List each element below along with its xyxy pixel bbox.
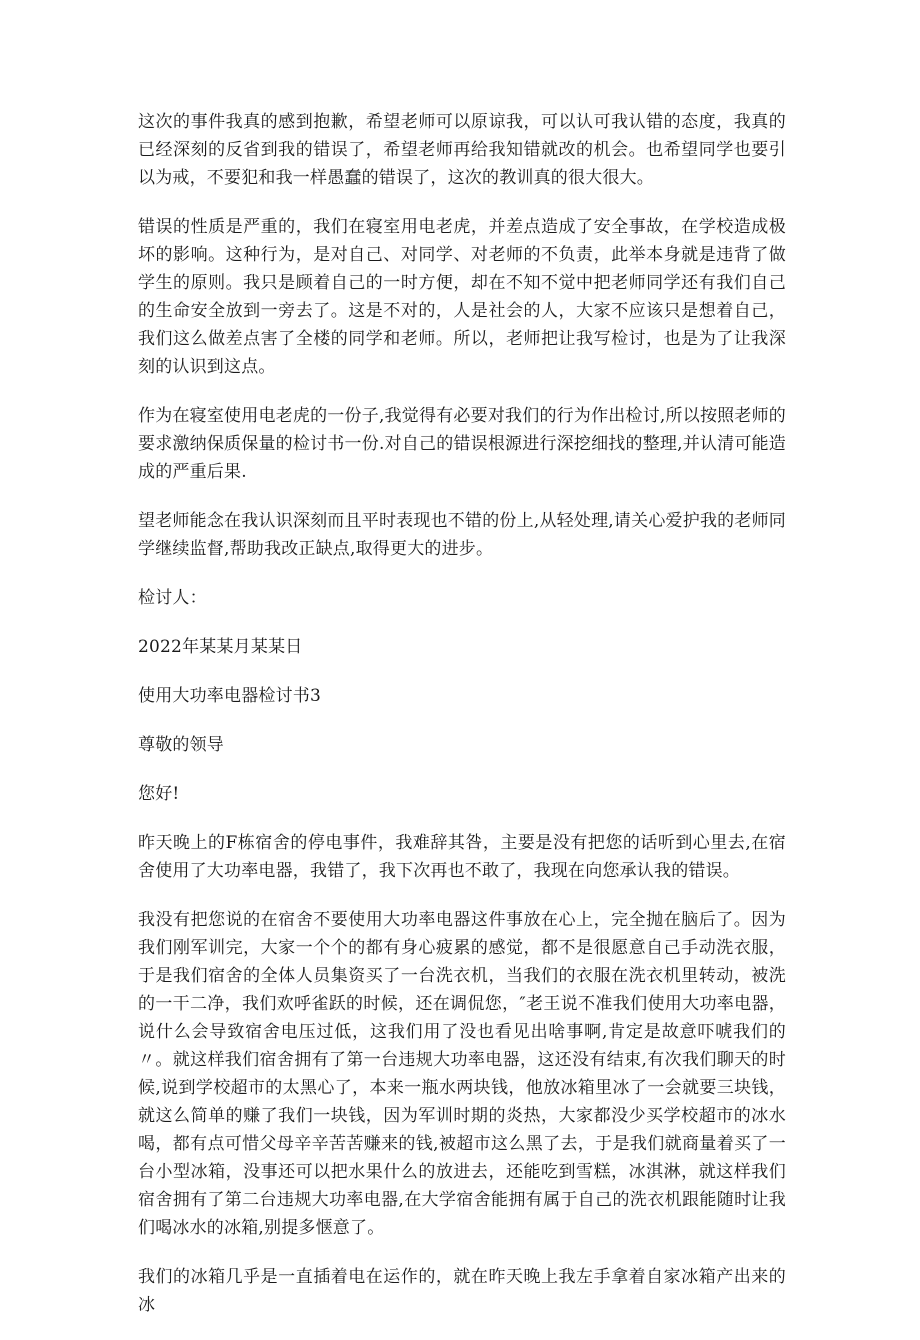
paragraph-appliances-story: 我没有把您说的在宿舍不要使用大功率电器这件事放在心上，完全抛在脑后了。因为我们刚军训完，大家一个个的都有身心疲累的感觉，都不是很愿意自己手动洗衣服，于是我们宿舍的全体人员集资买了一台洗衣机，当我们的衣服在洗衣机里转动，被洗的一干二净，我们欢呼雀跃的时候，还在调侃您，″老王说不准我们使用大功率电器，说什么会导致宿舍电压过低，这我们用了没也看见出啥事啊,肯定是故意吓唬我们的〃。就这样我们宿舍拥有了第一台违规大功率电器，这还没有结束,有次我们聊天的时候,说到学校超市的太黑心了，本来一瓶水两块钱，他放冰箱里冰了一会就要三块钱，就这么简单的赚了我们一块钱，因为军训时期的炎热，大家都没少买学校超市的冰水喝，都有点可惜父母辛辛苦苦赚来的钱,被超市这么黑了去，于是我们就商量着买了一台小型冰箱，没事还可以把水果什么的放进去，还能吃到雪糕，冰淇淋，就这样我们宿舍拥有了第二台违规大功率电器,在大学宿舍能拥有属于自己的洗衣机跟能随时让我们喝冰水的冰箱,别提多惬意了。 — [138, 910, 786, 1238]
paragraph-nature-of-error: 错误的性质是严重的，我们在寝室用电老虎，并差点造成了安全事故，在学校造成极坏的影响。这种行为，是对自己、对同学、对老师的不负责，此举本身就是违背了做学生的原则。我只是顾着自己的一时方便，却在不知不觉中把老师同学还有我们自己的生命安全放到一旁去了。这是不对的，人是社会的人，大家不应该只是想着自己，我们这么做差点害了全楼的同学和老师。所以，老师把让我写检讨，也是为了让我深刻的认识到这点。 — [138, 217, 786, 377]
greeting: 您好! — [138, 784, 180, 804]
salutation: 尊敬的领导 — [138, 735, 224, 755]
signature-label: 检讨人： — [138, 588, 207, 608]
document-page — [138, 108, 786, 1340]
paragraph-power-outage: 昨天晚上的F栋宿舍的停电事件，我难辞其咎，主要是没有把您的话听到心里去,在宿舍使用了大功率电器，我错了，我下次再也不敢了，我现在向您承认我的错误。 — [138, 833, 786, 881]
paragraph-request-leniency: 望老师能念在我认识深刻而且平时表现也不错的份上,从轻处理,请关心爱护我的老师同学继续监督,帮助我改正缺点,取得更大的进步。 — [138, 511, 786, 559]
paragraph-fridge-continued: 我们的冰箱几乎是一直插着电在运作的，就在昨天晚上我左手拿着自家冰箱产出来的冰 — [138, 1267, 786, 1315]
paragraph-self-review: 作为在寝室使用电老虎的一份子,我觉得有必要对我们的行为作出检讨,所以按照老师的要求激纳保质保量的检讨书一份.对自己的错误根源进行深挖细找的整理,并认清可能造成的严重后果. — [138, 406, 786, 482]
date-line: 2022年某某月某某日 — [138, 637, 303, 657]
paragraph-apology: 这次的事件我真的感到抱歉，希望老师可以原谅我，可以认可我认错的态度，我真的已经深刻的反省到我的错误了，希望老师再给我知错就改的机会。也希望同学也要引以为戒，不要犯和我一样愚蠢的错误了，这次的教训真的很大很大。 — [138, 112, 786, 188]
section-title: 使用大功率电器检讨书3 — [138, 686, 322, 706]
